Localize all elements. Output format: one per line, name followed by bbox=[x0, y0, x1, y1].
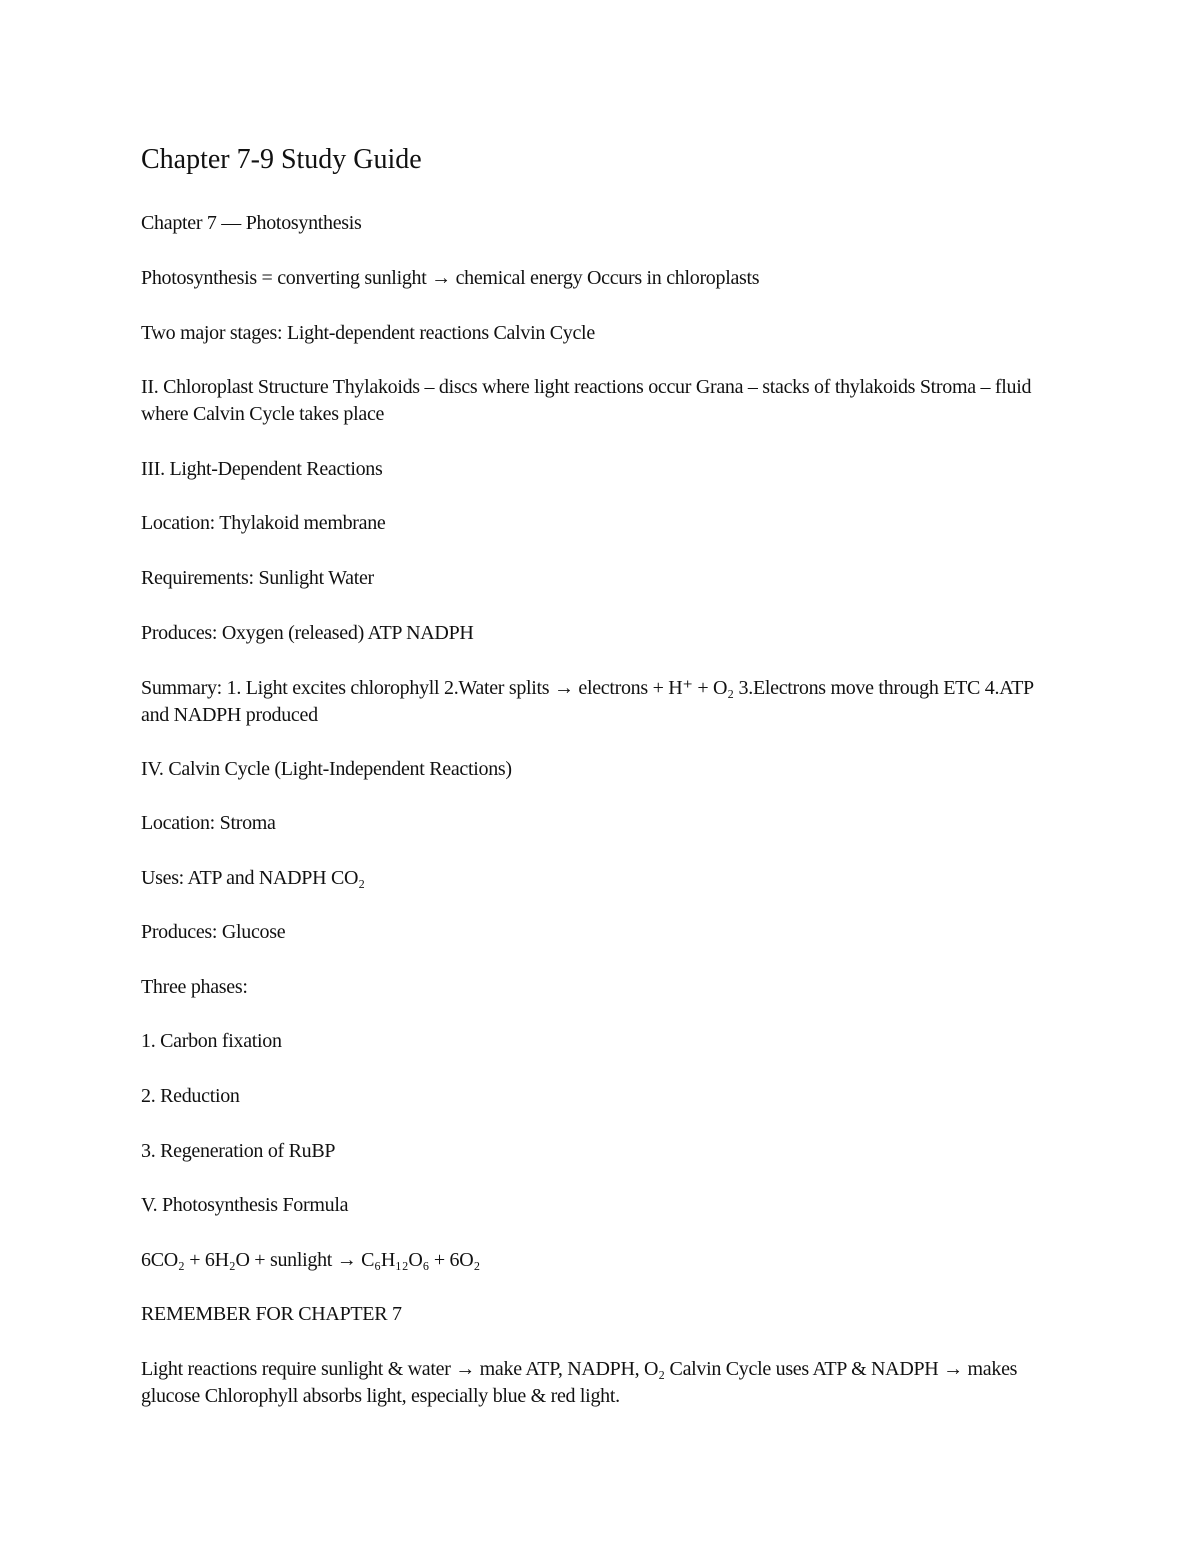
produces-paragraph: Produces: Oxygen (released) ATP NADPH bbox=[141, 622, 474, 644]
three-phases-paragraph: Three phases: bbox=[141, 976, 248, 998]
remember-heading: REMEMBER FOR CHAPTER 7 bbox=[141, 1303, 402, 1325]
chapter-heading: Chapter 7 — Photosynthesis bbox=[141, 212, 362, 234]
uses-paragraph: Uses: ATP and NADPH CO₂ bbox=[141, 867, 365, 889]
phase-3-item: 3. Regeneration of RuBP bbox=[141, 1140, 336, 1162]
phase-2-item: 2. Reduction bbox=[141, 1085, 240, 1107]
section-iii-heading: III. Light-Dependent Reactions bbox=[141, 458, 383, 480]
section-ii-paragraph: II. Chloroplast Structure Thylakoids – discs where light reactions occur Grana – stacks of thylakoids Stroma – fluid where Calvin Cycle takes place bbox=[141, 376, 1032, 425]
stages-paragraph: Two major stages: Light-dependent reactions Calvin Cycle bbox=[141, 322, 595, 344]
section-iv-heading: IV. Calvin Cycle (Light-Independent Reactions) bbox=[141, 758, 512, 780]
requirements-paragraph: Requirements: Sunlight Water bbox=[141, 567, 374, 589]
calvin-produces-paragraph: Produces: Glucose bbox=[141, 921, 286, 943]
phase-1-item: 1. Carbon fixation bbox=[141, 1030, 282, 1052]
location-paragraph: Location: Thylakoid membrane bbox=[141, 512, 386, 534]
summary-paragraph: Summary: 1. Light excites chlorophyll 2.Water splits → electrons + H⁺ + O₂ 3.Electrons move through ETC 4.ATP and NADPH produced bbox=[141, 677, 1034, 726]
formula-paragraph: 6CO₂ + 6H₂O + sunlight → C₆H₁₂O₆ + 6O₂ bbox=[141, 1249, 481, 1271]
remember-paragraph: Light reactions require sunlight & water → make ATP, NADPH, O₂ Calvin Cycle uses ATP & NADPH → makes glucose Chlorophyll absorbs light, especially blue & red light. bbox=[141, 1358, 1018, 1407]
section-v-heading: V. Photosynthesis Formula bbox=[141, 1194, 349, 1216]
document-title: Chapter 7-9 Study Guide bbox=[141, 144, 422, 175]
calvin-location-paragraph: Location: Stroma bbox=[141, 812, 276, 834]
definition-paragraph: Photosynthesis = converting sunlight → chemical energy Occurs in chloroplasts bbox=[141, 267, 760, 289]
